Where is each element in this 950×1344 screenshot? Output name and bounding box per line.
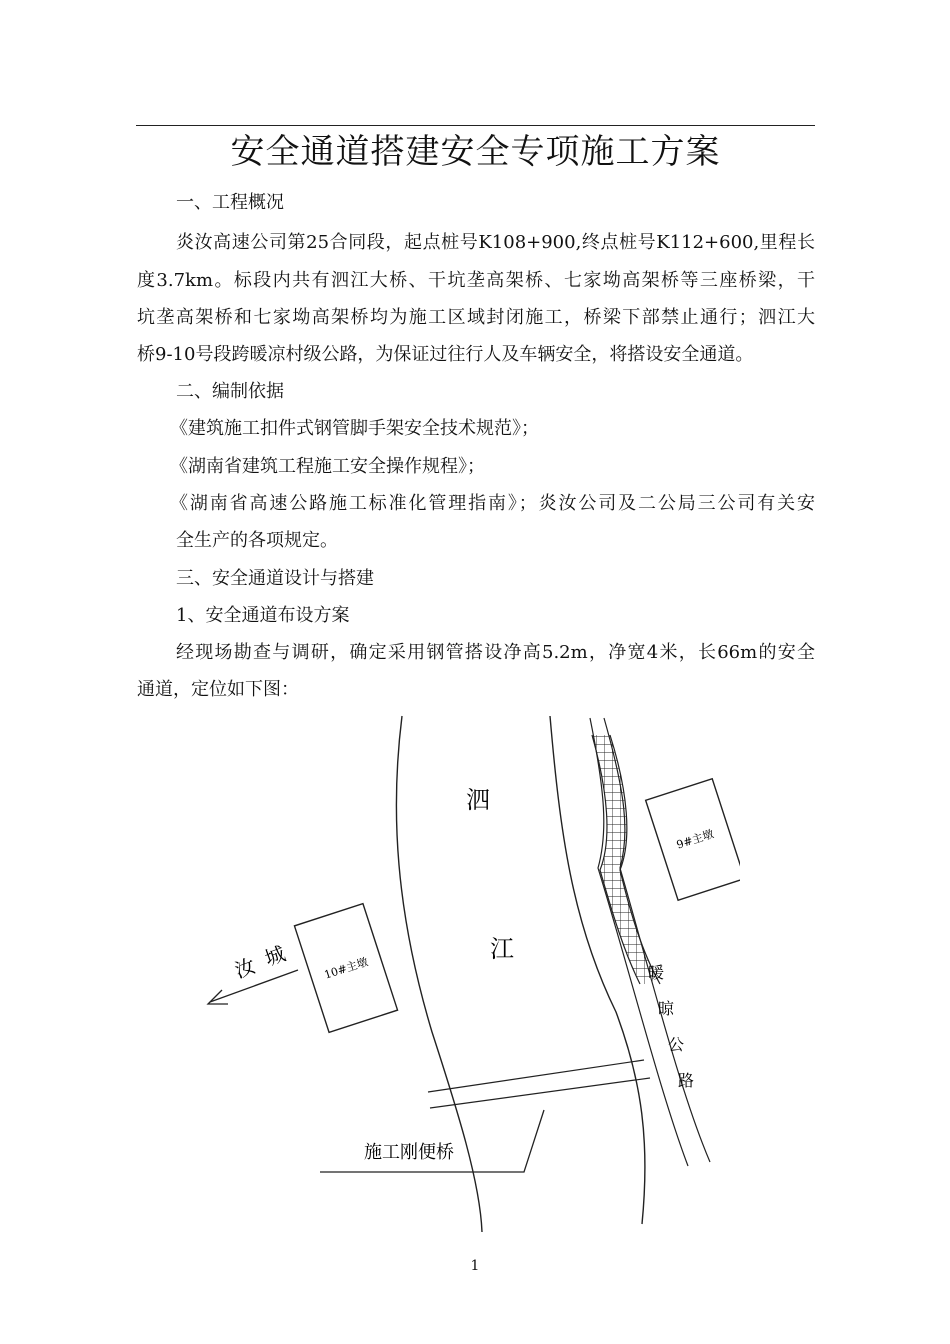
paragraph-line: 经现场勘查与调研，确定采用钢管搭设净高5.2m，净宽4米，长66m的安全 — [176, 642, 815, 663]
bridge-label: 施工刚便桥 — [364, 1142, 454, 1163]
pier-10 — [294, 904, 397, 1033]
paragraph-line: 通道，定位如下图： — [137, 679, 299, 700]
pier-10-label: 10#主墩 — [322, 955, 370, 982]
section-heading-3: 三、安全通道设计与搭建 — [176, 568, 374, 589]
page-number: 1 — [470, 1258, 480, 1274]
direction-label: 汝 — [231, 953, 259, 983]
reference-item: 《湖南省建筑工程施工安全操作规程》； — [170, 456, 485, 477]
road-label: 晾 — [657, 999, 675, 1018]
road-label: 路 — [677, 1071, 695, 1090]
section-heading-2: 二、编制依据 — [176, 381, 284, 402]
paragraph-line: 度3.7km。标段内共有泗江大桥、干坑垄高架桥、七家坳高架桥等三座桥梁，干 — [137, 270, 815, 291]
reference-item: 《建筑施工扣件式钢管脚手架安全技术规范》； — [170, 418, 539, 439]
river-label: 江 — [490, 935, 514, 963]
section-heading-1: 一、工程概况 — [176, 192, 284, 213]
reference-item: 《湖南省高速公路施工标准化管理指南》；炎汝公司及二公局三公司有关安 — [170, 493, 815, 514]
river-right-bank — [550, 716, 645, 1224]
reference-item-continued: 全生产的各项规定。 — [176, 530, 338, 551]
pier-9 — [646, 779, 740, 900]
paragraph-line: 坑垄高架桥和七家坳高架桥均为施工区域封闭施工，桥梁下部禁止通行；泗江大 — [137, 307, 815, 328]
safety-passage-grid — [580, 732, 670, 992]
paragraph-line: 桥9-10号段跨暖凉村级公路，为保证过往行人及车辆安全，将搭设安全通道。 — [137, 344, 754, 365]
temporary-bridge-line — [428, 1060, 644, 1092]
river-label: 泗 — [466, 786, 490, 814]
document-title: 安全通道搭建安全专项施工方案 — [230, 132, 721, 172]
paragraph-line: 炎汝高速公司第25合同段，起点桩号K108+900,终点桩号K112+600,里程长 — [176, 232, 815, 253]
site-layout-diagram — [180, 712, 740, 1252]
subsection-heading: 1、安全通道布设方案 — [176, 605, 350, 626]
temporary-bridge-line — [430, 1078, 650, 1108]
road-label: 公 — [667, 1035, 685, 1054]
pier-9-label: 9#主墩 — [674, 827, 716, 852]
road-label: 暖 — [647, 963, 665, 982]
direction-label: 城 — [261, 941, 289, 971]
